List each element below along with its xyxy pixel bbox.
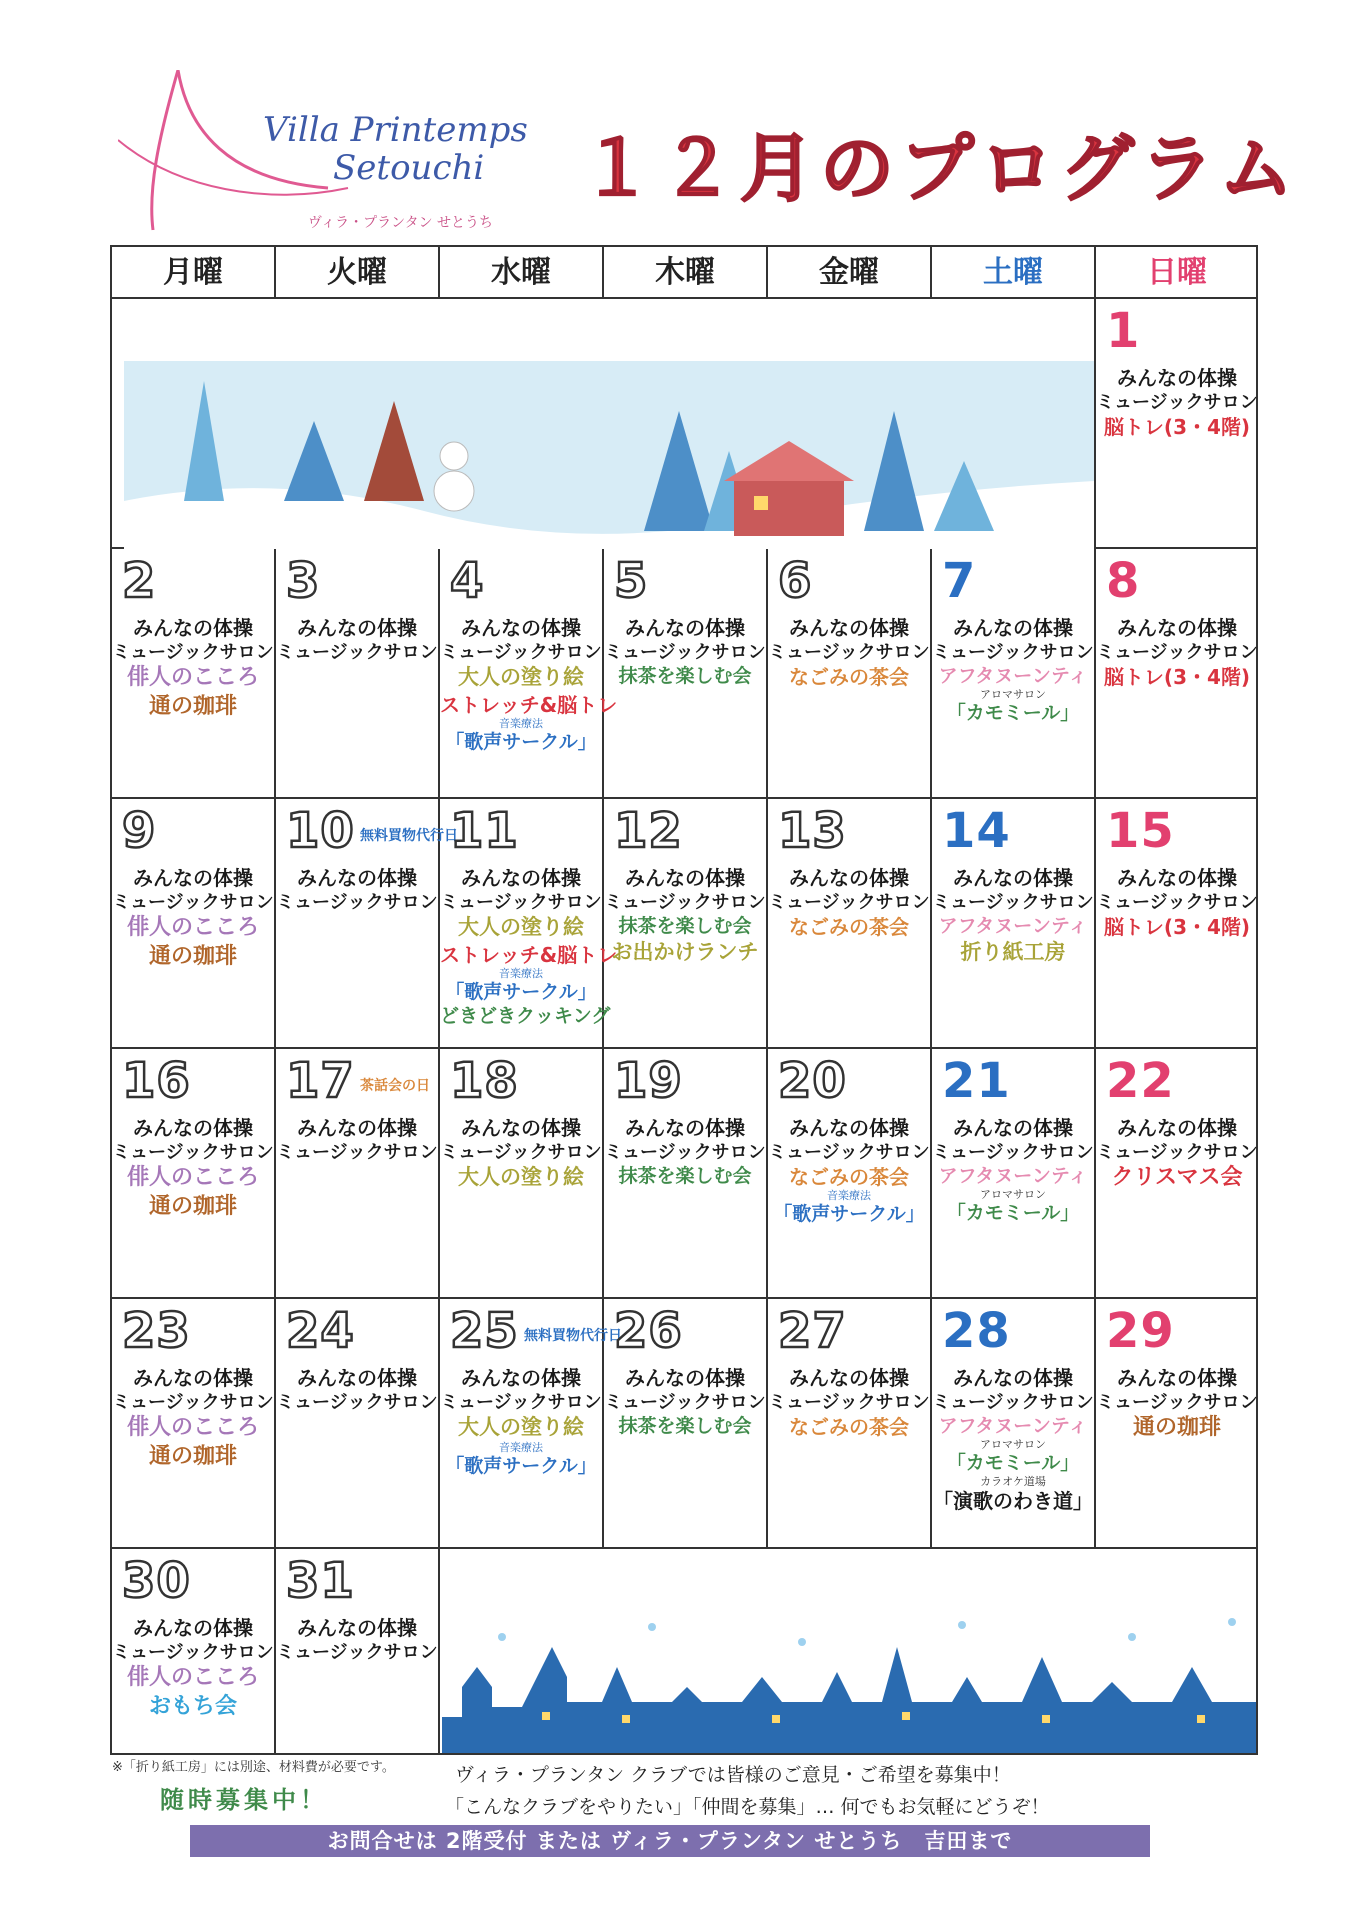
day-cell-4[interactable] [440,549,618,799]
event-caption: アロマサロン [980,1438,1046,1452]
event: なごみの茶会 [789,1415,909,1440]
event: 「歌声サークル」 [773,1203,925,1226]
day-number: 3 [286,553,321,609]
day-number: 10 [286,803,355,859]
day-cell-29[interactable] [1096,1299,1258,1549]
origami-fee-note: ※「折り紙工房」には別途、材料費が必要です。 [112,1760,395,1775]
event: ミュージックサロン [276,642,438,663]
event: みんなの体操 [133,1116,253,1140]
event-list [768,615,930,690]
calendar [110,245,1258,1755]
weekday-sun: 日曜 [1096,247,1258,299]
event: ミュージックサロン [276,1392,438,1413]
event: ミュージックサロン [768,1142,930,1163]
event: ミュージックサロン [1096,1142,1258,1163]
event-list [1096,365,1258,440]
winter-scene-icon [124,361,1094,549]
event: ミュージックサロン [932,1392,1094,1413]
event-list [932,1115,1094,1226]
day-number: 13 [778,803,847,859]
day-number: 26 [614,1303,683,1359]
event: ミュージックサロン [768,642,930,663]
event: アフタヌーンティ [938,915,1088,938]
event-caption: 音楽療法 [499,1440,543,1454]
winter-town-icon [442,1607,1256,1753]
day-cell-9[interactable] [112,799,276,1049]
event-caption: 音楽療法 [499,966,543,980]
event: みんなの体操 [1117,866,1237,890]
event-caption: カラオケ道場 [980,1474,1046,1488]
event: 俳人のこころ [126,1165,259,1191]
event-list [112,615,274,722]
event-list [604,615,766,689]
club-message-1: ヴィラ・プランタン クラブでは皆様のご意見・ご希望を募集中！ [455,1764,1011,1786]
event: 「カモミール」 [946,702,1080,725]
weekday-mon: 月曜 [112,247,276,299]
day-number: 11 [450,803,519,859]
event-list [932,865,1094,966]
event: 大人の塗り絵 [458,915,584,940]
event: 「歌声サークル」 [445,1454,597,1477]
event: みんなの体操 [297,1616,417,1640]
event: 俳人のこころ [126,1665,259,1691]
event: 大人の塗り絵 [458,1415,584,1440]
logo [118,70,538,235]
event: みんなの体操 [461,616,581,640]
club-message-2: 「こんなクラブをやりたい」「仲間を募集」… 何でもお気軽にどうぞ！ [445,1796,1050,1818]
shopping-day-note: 無料買物代行日 [360,828,458,844]
event: ミュージックサロン [604,1392,766,1413]
event: アフタヌーンティ [938,1165,1088,1188]
event: 通の珈琲 [148,693,237,719]
event: 「カモミール」 [946,1452,1080,1475]
event: みんなの体操 [953,1366,1073,1390]
event: 俳人のこころ [126,915,259,941]
event: 抹茶を楽しむ会 [618,1165,752,1188]
event: みんなの体操 [133,1616,253,1640]
day-cell-21[interactable] [932,1049,1096,1299]
day-number: 23 [122,1303,191,1359]
event: ミュージックサロン [112,642,274,663]
weekday-thu: 木曜 [604,247,768,299]
day-number: 6 [778,553,813,609]
day-cell-14[interactable] [932,799,1096,1049]
event-list [932,1365,1094,1514]
day-cell-6[interactable] [768,549,932,799]
event: 俳人のこころ [126,665,259,691]
event-list [440,615,618,754]
event: 「演歌のわき道」 [933,1488,1093,1513]
event: ミュージックサロン [768,892,930,913]
day-number: 22 [1106,1053,1175,1109]
event: ミュージックサロン [932,1142,1094,1163]
event: ミュージックサロン [112,1142,274,1163]
day-number: 16 [122,1053,191,1109]
event: ミュージックサロン [932,892,1094,913]
logo-line2: Setouchi [333,148,485,188]
logo-line1: Villa Printemps [263,110,528,150]
event: 通の珈琲 [1132,1415,1221,1441]
day-cell-22[interactable] [1096,1049,1258,1299]
weekday-wed: 水曜 [440,247,604,299]
event: ミュージックサロン [1096,642,1258,663]
weekday-sat: 土曜 [932,247,1096,299]
event: みんなの体操 [789,866,909,890]
day-number: 17 [286,1053,355,1109]
day-cell-30[interactable] [112,1549,276,1755]
shopping-day-note: 無料買物代行日 [524,1328,622,1344]
event: みんなの体操 [297,866,417,890]
day-number: 29 [1106,1303,1175,1359]
event: 通の珈琲 [148,1443,237,1469]
day-cell-12[interactable] [604,799,768,1049]
event: みんなの体操 [133,1366,253,1390]
day-cell-24[interactable] [276,1299,440,1549]
event: 脳トレ(3・4階) [1103,415,1251,440]
weekday-fri: 金曜 [768,247,932,299]
day-cell-1[interactable] [1096,299,1258,549]
event: 抹茶を楽しむ会 [618,1415,752,1438]
event: ミュージックサロン [112,1642,274,1663]
event: ミュージックサロン [1096,392,1258,413]
day-cell-17[interactable] [276,1049,440,1299]
event: アフタヌーンティ [938,1415,1088,1438]
event: 「カモミール」 [946,1202,1080,1225]
event: ミュージックサロン [1096,1392,1258,1413]
day-number: 14 [942,803,1011,859]
event: みんなの体操 [789,616,909,640]
event: ミュージックサロン [440,892,602,913]
event-list [440,1115,602,1192]
event: ミュージックサロン [440,1142,602,1163]
event: 脳トレ(3・4階) [1103,665,1251,690]
day-number: 24 [286,1303,355,1359]
day-cell-2[interactable] [112,549,276,799]
event-list [112,865,274,972]
day-cell-8[interactable] [1096,549,1258,799]
header [0,0,1357,240]
event-list [1096,615,1258,690]
event-list [604,1115,766,1189]
event-list [1096,865,1258,940]
day-cell-19[interactable] [604,1049,768,1299]
event-list [112,1365,274,1472]
event-list [440,865,618,1029]
event: ストレッチ&脳トレ [440,942,618,967]
event: ミュージックサロン [604,1142,766,1163]
event: ミュージックサロン [112,892,274,913]
event: お出かけランチ [611,940,759,965]
day-number: 2 [122,553,157,609]
event: みんなの体操 [953,1116,1073,1140]
event: ミュージックサロン [768,1392,930,1413]
event: みんなの体操 [625,1116,745,1140]
day-cell-13[interactable] [768,799,932,1049]
event: みんなの体操 [1117,366,1237,390]
day-number: 9 [122,803,157,859]
day-number: 5 [614,553,649,609]
day-number: 20 [778,1053,847,1109]
day-cell-28[interactable] [932,1299,1096,1549]
day-cell-27[interactable] [768,1299,932,1549]
event-caption: 音楽療法 [827,1189,871,1203]
event: 大人の塗り絵 [458,665,584,690]
event: 抹茶を楽しむ会 [618,915,752,938]
event: 俳人のこころ [126,1415,259,1441]
event: 大人の塗り絵 [458,1165,584,1190]
event-list [276,1365,438,1414]
weekday-tue: 火曜 [276,247,440,299]
event-list [276,1615,438,1664]
event-list [768,1365,930,1440]
day-number: 31 [286,1553,355,1609]
day-cell-16[interactable] [112,1049,276,1299]
event: ミュージックサロン [440,1392,602,1413]
event: 脳トレ(3・4階) [1103,915,1251,940]
event-list [1096,1115,1258,1193]
day-number: 1 [1106,303,1141,359]
event: ミュージックサロン [604,892,766,913]
day-cell-11[interactable] [440,799,618,1049]
day-cell-20[interactable] [768,1049,932,1299]
day-cell-7[interactable] [932,549,1096,799]
day-number: 18 [450,1053,519,1109]
event: みんなの体操 [789,1116,909,1140]
day-number: 4 [450,553,485,609]
event: 「歌声サークル」 [445,980,597,1003]
day-cell-23[interactable] [112,1299,276,1549]
day-number: 19 [614,1053,683,1109]
event-caption: 音楽療法 [499,716,543,730]
event: どきどきクッキング [440,1005,611,1028]
event: なごみの茶会 [789,665,909,690]
day-cell-3[interactable] [276,549,440,799]
event: ミュージックサロン [604,642,766,663]
event-list [604,865,766,966]
day-cell-25[interactable] [440,1299,622,1549]
day-number: 12 [614,803,683,859]
event: みんなの体操 [625,616,745,640]
event: 通の珈琲 [148,943,237,969]
event-list [276,865,438,914]
event-list [112,1615,274,1722]
event-list [768,1115,930,1227]
event: みんなの体操 [461,866,581,890]
event: ミュージックサロン [276,892,438,913]
event: みんなの体操 [953,616,1073,640]
event: ミュージックサロン [276,1142,438,1163]
recruit-banner: 随時募集中！ [160,1786,328,1814]
event: みんなの体操 [1117,616,1237,640]
event: ミュージックサロン [1096,892,1258,913]
event: 抹茶を楽しむ会 [618,665,752,688]
page-title: １２月のプログラム [580,126,1300,212]
event-list [768,865,930,940]
event: みんなの体操 [1117,1366,1237,1390]
day-number: 15 [1106,803,1175,859]
day-number: 27 [778,1303,847,1359]
event: みんなの体操 [461,1116,581,1140]
event-list [932,615,1094,726]
day-cell-10[interactable] [276,799,458,1049]
day-number: 7 [942,553,977,609]
event: 「歌声サークル」 [445,730,597,753]
tea-party-note: 茶話会の日 [360,1078,430,1094]
event-list [276,1115,438,1164]
event: おもち会 [148,1693,237,1719]
event: ミュージックサロン [276,1642,438,1663]
contact-bar: お問合せは 2階受付 または ヴィラ・プランタン せとうち 吉田まで [190,1825,1150,1857]
event: なごみの茶会 [789,915,909,940]
event: ストレッチ&脳トレ [440,692,618,717]
event-list [276,615,438,664]
event: クリスマス会 [1111,1165,1243,1191]
event-caption: アロマサロン [980,688,1046,702]
event: みんなの体操 [297,1116,417,1140]
day-number: 28 [942,1303,1011,1359]
day-cell-15[interactable] [1096,799,1258,1049]
event-list [604,1365,766,1439]
event: みんなの体操 [1117,1116,1237,1140]
day-number: 25 [450,1303,519,1359]
logo-kana: ヴィラ・プランタン せとうち [308,215,494,231]
event: ミュージックサロン [440,642,602,663]
event: みんなの体操 [133,616,253,640]
day-cell-31[interactable] [276,1549,440,1755]
day-cell-26[interactable] [604,1299,768,1549]
event: 通の珈琲 [148,1193,237,1219]
event: ミュージックサロン [112,1392,274,1413]
event-list [112,1115,274,1222]
day-cell-5[interactable] [604,549,768,799]
event: みんなの体操 [297,1366,417,1390]
event-list [1096,1365,1258,1443]
winter-banner-cell [112,299,1096,549]
event-list [440,1365,602,1478]
event: みんなの体操 [953,866,1073,890]
day-cell-18[interactable] [440,1049,604,1299]
event: みんなの体操 [133,866,253,890]
weekday-header [112,247,1256,299]
day-number: 8 [1106,553,1141,609]
day-number: 21 [942,1053,1011,1109]
day-number: 30 [122,1553,191,1609]
event: ミュージックサロン [932,642,1094,663]
event: アフタヌーンティ [938,665,1088,688]
event: なごみの茶会 [789,1165,909,1190]
event: みんなの体操 [297,616,417,640]
event: みんなの体操 [625,866,745,890]
event: 折り紙工房 [960,940,1066,965]
event: みんなの体操 [461,1366,581,1390]
event: みんなの体操 [625,1366,745,1390]
event-caption: アロマサロン [980,1188,1046,1202]
event: みんなの体操 [789,1366,909,1390]
